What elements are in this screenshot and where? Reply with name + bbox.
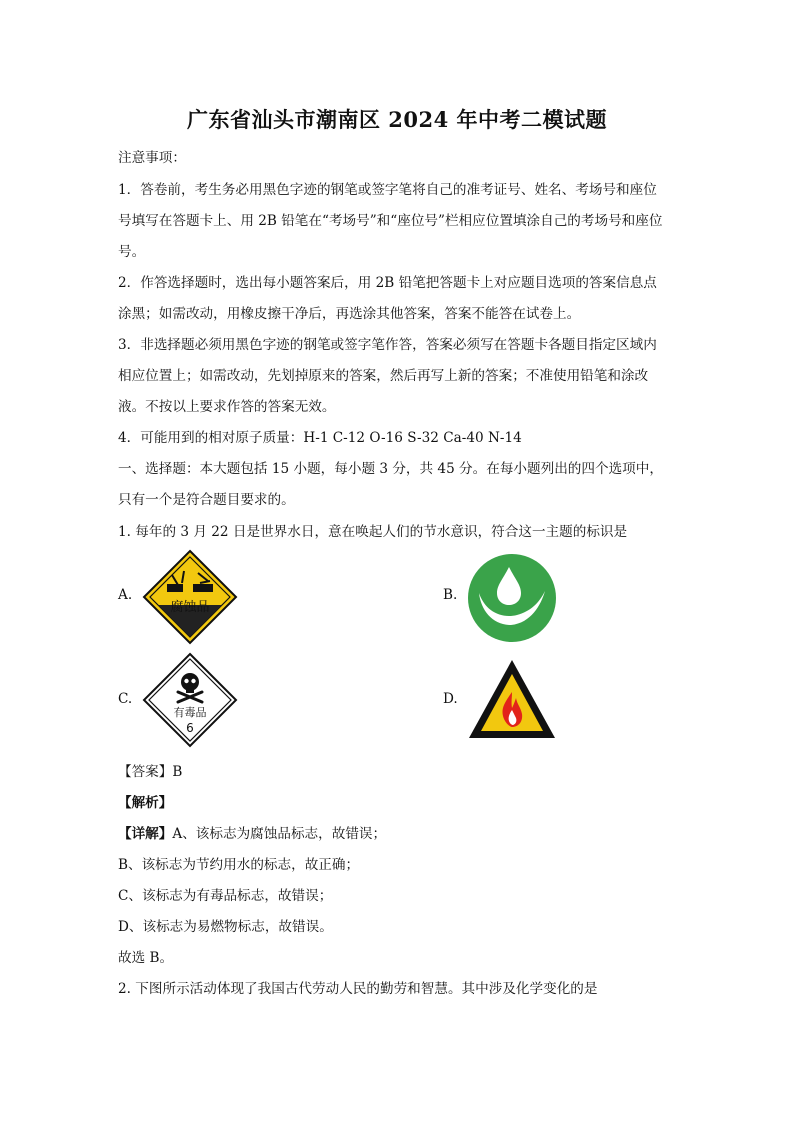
question-1-stem: 1. 每年的 3 月 22 日是世界水日，意在唤起人们的节水意识，符合这一主题的标识是 [118, 524, 628, 540]
water-saving-sign-icon [467, 553, 557, 643]
notice-line: 4．可能用到的相对原子质量：H-1 C-12 O-16 S-32 Ca-40 N-14 [118, 430, 522, 446]
corrosive-sign-text: 腐蚀品 [170, 600, 210, 615]
section-instruction: 只有一个是符合题目要求的。 [118, 492, 295, 508]
option-b-label: B. [443, 587, 458, 603]
analysis-heading: 【解析】 [118, 795, 173, 811]
question-2-stem: 2. 下图所示活动体现了我国古代劳动人民的勤劳和智慧。其中涉及化学变化的是 [118, 981, 598, 997]
corrosive-sign-icon [142, 549, 238, 645]
toxic-sign-icon [142, 652, 238, 748]
notice-line: 3．非选择题必须用黑色字迹的钢笔或签字笔作答，答案必须写在答题卡各题目指定区域内 [118, 337, 657, 353]
option-a-label: A. [118, 587, 133, 603]
notice-line: 号。 [118, 244, 146, 260]
detail-line: D、该标志为易燃物标志，故错误。 [118, 919, 333, 935]
detail-line: C、该标志为有毒品标志，故错误； [118, 888, 333, 904]
detail-line: B、该标志为节约用水的标志，故正确； [118, 857, 360, 873]
answer: 【答案】B [118, 764, 183, 780]
toxic-sign-number: 6 [186, 721, 194, 735]
notice-line: 相应位置上；如需改动，先划掉原来的答案，然后再写上新的答案；不准使用铅笔和涂改 [118, 368, 649, 384]
conclusion: 故选 B。 [118, 950, 174, 966]
option-d-label: D. [443, 691, 458, 707]
option-c-label: C. [118, 691, 133, 707]
notice-line: 涂黑；如需改动，用橡皮擦干净后，再选涂其他答案，答案不能答在试卷上。 [118, 306, 581, 322]
detail-prefix: 【详解】 [118, 826, 173, 842]
section-instruction: 一、选择题：本大题包括 15 小题，每小题 3 分，共 45 分。在每小题列出的四个选项中， [118, 461, 663, 477]
toxic-sign-text: 有毒品 [173, 706, 207, 719]
notice-line: 液。不按以上要求作答的答案无效。 [118, 399, 336, 415]
detail-text: A、该标志为腐蚀品标志，故错误； [172, 826, 387, 842]
page-title: 广东省汕头市潮南区 2024 年中考二模试题 [186, 107, 608, 132]
notice-heading: 注意事项： [118, 150, 186, 166]
notice-line: 2．作答选择题时，选出每小题答案后，用 2B 铅笔把答题卡上对应题目选项的答案信息点 [118, 275, 657, 291]
notice-line: 1．答卷前，考生务必用黑色字迹的钢笔或签字笔将自己的准考证号、姓名、考场号和座位 [118, 182, 657, 198]
notice-line: 号填写在答题卡上、用 2B 铅笔在“考场号”和“座位号”栏相应位置填涂自己的考场号和座位 [118, 213, 663, 229]
flammable-sign-icon [467, 658, 557, 740]
detail-line [118, 822, 386, 842]
